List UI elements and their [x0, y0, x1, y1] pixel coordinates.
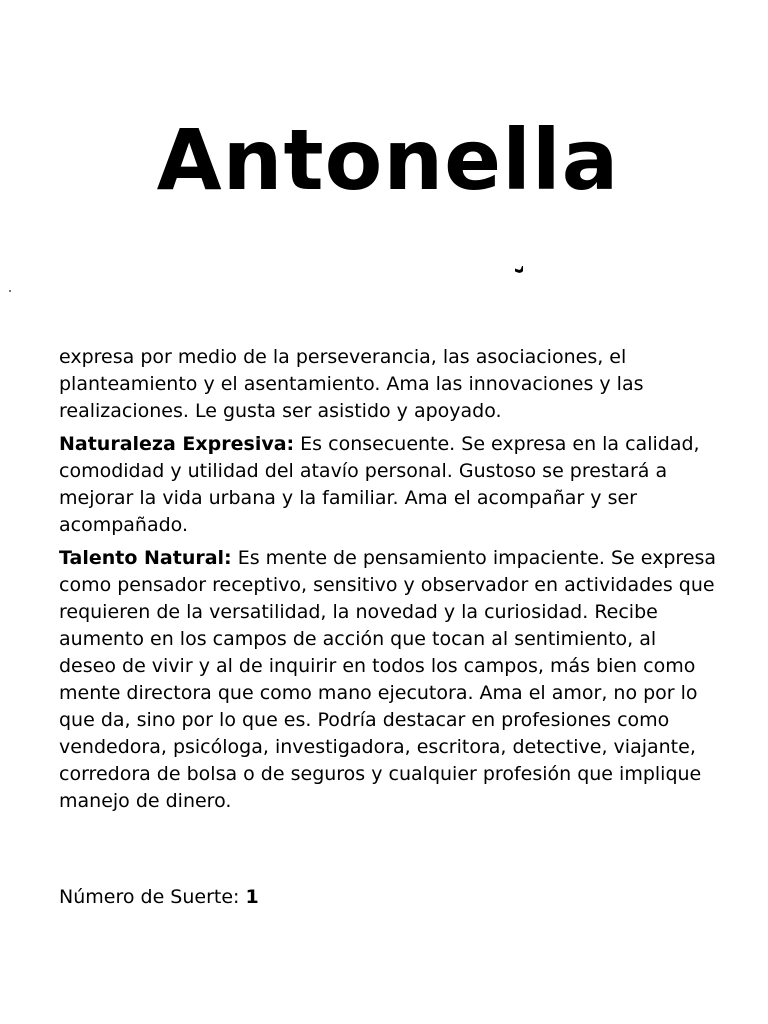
clipped-glyph-fragment: [515, 266, 523, 276]
expresiva-text: Es consecuente. Se expresa en la calidad, comodidad y utilidad del atavío personal. Gustoso se prestará a mejorar la vida urbana y la familiar. Ama el acompañar y ser acompañado.: [59, 433, 700, 536]
description-body: [59, 344, 719, 821]
talento-label: Talento Natural:: [59, 547, 232, 569]
intro-paragraph: expresa por medio de la perseverancia, las asociaciones, el planteamiento y el asentamiento. Ama las innovaciones y las realizaciones. Le gusta ser asistido y apoyado.: [59, 346, 644, 422]
page-title: Antonella: [156, 111, 620, 209]
expresiva-label: Naturaleza Expresiva:: [59, 433, 295, 455]
talento-text: Es mente de pensamiento impaciente. Se expresa como pensador receptivo, sensitivo y observador en actividades que requieren de la versatilidad, la novedad y la curiosidad. Recibe aumento en los campos de acción que tocan al sentimiento, al deseo de vivir y al de inquirir en todos los campos, más bien como mente directora que como mano ejecutora. Ama el amor, no por lo que da, sino por lo que es. Podría destacar en profesiones como vendedora, psicóloga, investigadora, escritora, detective, viajante, corredora de bolsa o de seguros y cualquier profesión que implique manejo de dinero.: [59, 547, 717, 812]
lucky-number: [59, 884, 259, 911]
talento-paragraph: [59, 545, 719, 815]
lucky-number-label: Número de Suerte:: [59, 886, 246, 908]
lucky-number-value: 1: [245, 886, 259, 908]
expresiva-paragraph: [59, 431, 719, 539]
stray-dot: [9, 290, 11, 292]
